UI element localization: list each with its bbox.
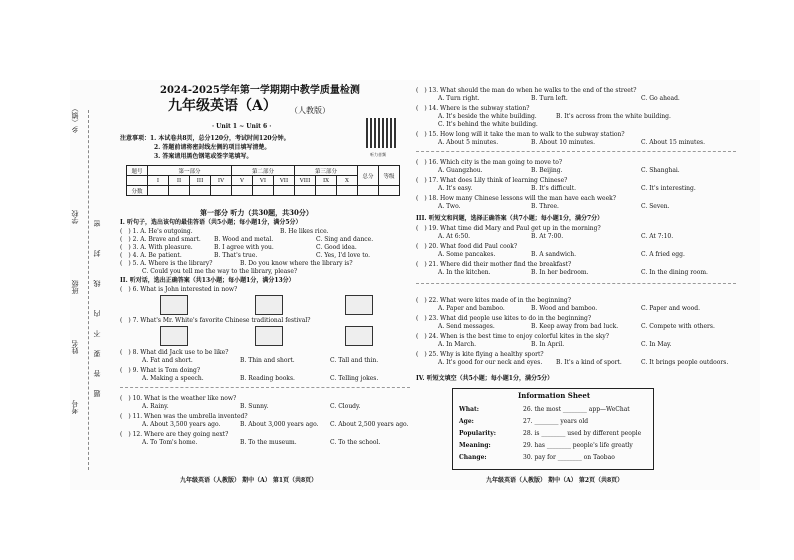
- option-a[interactable]: A. In the kitchen.: [438, 269, 491, 276]
- section-4-heading: IV. 听短文填空（共5小题；每小题1分，满分5分）: [416, 375, 554, 382]
- option-b[interactable]: B. Thin and short.: [240, 357, 295, 364]
- seal-char: 答: [93, 370, 101, 377]
- score-table: [126, 165, 400, 196]
- option-c[interactable]: C. Yes, I'd love to.: [316, 252, 371, 259]
- blank-29[interactable]: 29. has ________ people's life greatly: [523, 442, 633, 449]
- option-c[interactable]: C. Telling jokes.: [330, 375, 379, 382]
- question-17[interactable]: ( ) 17. What does Lily think of learning Chinese?: [416, 177, 568, 184]
- option-b[interactable]: B. In her bedroom.: [531, 269, 589, 276]
- info-key: Meaning:: [459, 442, 491, 449]
- option-c[interactable]: C. Cloudy.: [330, 403, 361, 410]
- score-cell: 第一部分: [148, 166, 232, 176]
- option-b[interactable]: B. About 3,000 years ago.: [240, 421, 319, 428]
- score-cell: 题号: [127, 166, 148, 176]
- question-14-text: 14. Where is the subway station?: [428, 105, 530, 112]
- question-11[interactable]: ( ) 11. When was the umbrella invented?: [120, 413, 248, 420]
- divider: [416, 151, 736, 152]
- score-input[interactable]: [295, 186, 316, 196]
- picture-option-7b[interactable]: [255, 326, 283, 346]
- option-c[interactable]: C. About 2,500 years ago.: [330, 421, 409, 428]
- seal-char: 要: [93, 350, 101, 357]
- score-cell: 总分: [358, 166, 379, 186]
- divider: [120, 387, 410, 388]
- question-10[interactable]: ( ) 10. What is the weather like now?: [120, 395, 237, 402]
- option-b[interactable]: B. Beijing.: [531, 167, 563, 174]
- option-b[interactable]: B. Wood and metal.: [214, 236, 274, 243]
- question-14[interactable]: ( ) 14. Where is the subway station?: [416, 105, 530, 112]
- seal-char: 内: [93, 310, 101, 317]
- score-cell: 第三部分: [295, 166, 358, 176]
- option-b[interactable]: B. It's a kind of sport.: [556, 359, 622, 366]
- option-a[interactable]: A. About 5 minutes.: [438, 139, 499, 146]
- score-cell: VII: [274, 176, 295, 186]
- option-c[interactable]: C. At 7:10.: [641, 233, 674, 240]
- score-input[interactable]: [274, 186, 295, 196]
- score-cell: [127, 176, 148, 186]
- question-19-text: 19. What time did Mary and Paul get up in the morning?: [428, 225, 601, 232]
- option-a[interactable]: A. Making a speech.: [142, 375, 204, 382]
- part-1-heading: 第一部分 听力（共30题，共30分）: [200, 208, 313, 217]
- option-a[interactable]: A. He's outgoing.: [140, 228, 193, 235]
- option-c[interactable]: C. Paper and wood.: [641, 305, 701, 312]
- question-11-text: 11. When was the umbrella invented?: [132, 413, 248, 420]
- option-a[interactable]: A. Brave and smart.: [140, 236, 201, 243]
- option-a[interactable]: A. Two.: [438, 203, 461, 210]
- option-c[interactable]: C. Good idea.: [316, 244, 357, 251]
- option-a[interactable]: A. Paper and bamboo.: [438, 305, 505, 312]
- option-b[interactable]: B. A sandwich.: [531, 251, 577, 258]
- info-sheet-title: Information Sheet: [518, 391, 591, 400]
- score-cell: X: [337, 176, 358, 186]
- blank-30[interactable]: 30. pay for ________ on Taobao: [523, 454, 615, 461]
- seal-char: 线: [93, 280, 101, 287]
- score-input[interactable]: [316, 186, 337, 196]
- side-label-town: 乡（镇）: [71, 105, 79, 133]
- seal-char: 封: [93, 250, 101, 257]
- picture-option-7a[interactable]: [160, 326, 188, 346]
- option-c[interactable]: C. Go ahead.: [641, 95, 680, 102]
- option-c[interactable]: C. In the dining room.: [641, 269, 708, 276]
- option-b[interactable]: B. Sunny.: [240, 403, 269, 410]
- edition-label: （人教版）: [290, 106, 330, 115]
- question-23-text: 23. What did people use kites to do in the beginning?: [428, 315, 592, 322]
- question-7-text: 7. What's Mr. White's favorite Chinese traditional festival?: [132, 317, 311, 324]
- question-20-text: 20. What food did Paul cook?: [428, 243, 518, 250]
- option-c[interactable]: C. About 15 minutes.: [641, 139, 705, 146]
- option-a[interactable]: A. Turn right.: [438, 95, 480, 102]
- question-15[interactable]: ( ) 15. How long will it take the man to walk to the subway station?: [416, 131, 625, 138]
- score-input[interactable]: [337, 186, 358, 196]
- picture-option-6b[interactable]: [255, 295, 283, 315]
- question-6[interactable]: ( ) 6. What is John interested in now?: [120, 286, 238, 293]
- picture-option-6a[interactable]: [160, 295, 188, 315]
- question-24-text: 24. When is the best time to enjoy colorful kites in the sky?: [428, 333, 609, 340]
- notes-line-1: 注意事项：1. 本试卷共8页，总分120分，考试时间120分钟。: [120, 135, 290, 142]
- question-24[interactable]: ( ) 24. When is the best time to enjoy colorful kites in the sky?: [416, 333, 609, 340]
- page-footer: 九年级英语（人教版） 期中（A） 第2页（共8页）: [486, 477, 624, 484]
- option-c[interactable]: C. Tall and thin.: [330, 357, 379, 364]
- option-a[interactable]: A. To Tom's home.: [142, 439, 198, 446]
- score-input[interactable]: [190, 186, 211, 196]
- question-2[interactable]: ( ) 2. A. Brave and smart.: [120, 236, 201, 243]
- question-21[interactable]: ( ) 21. Where did their mother find the breakfast?: [416, 261, 572, 268]
- option-b[interactable]: B. In April.: [531, 341, 565, 348]
- score-cell: 第二部分: [232, 166, 295, 176]
- side-label-name: 姓名: [71, 340, 79, 354]
- option-b[interactable]: B. Three.: [531, 203, 559, 210]
- option-c[interactable]: C. Could you tell me the way to the library, please?: [142, 268, 298, 275]
- side-label-id: 考号: [71, 400, 79, 414]
- score-cell: VIII: [295, 176, 316, 186]
- info-key: Change:: [459, 454, 487, 461]
- exam-title: 九年级英语（A）: [168, 98, 277, 114]
- option-a[interactable]: A. Some pancakes.: [438, 251, 496, 258]
- section-1-heading: I. 听句子，选出该句的最佳答语（共5小题；每小题1分，满分5分）: [120, 219, 302, 226]
- option-a[interactable]: A. It's beside the white building.: [438, 113, 537, 120]
- score-cell: V: [232, 176, 253, 186]
- option-a[interactable]: A. Be patient.: [140, 252, 182, 259]
- question-12[interactable]: ( ) 12. Where are they going next?: [120, 431, 229, 438]
- question-23[interactable]: ( ) 23. What did people use kites to do in the beginning?: [416, 315, 592, 322]
- score-input[interactable]: [253, 186, 274, 196]
- exam-header: 2024-2025学年第一学期期中教学质量检测: [160, 85, 360, 96]
- info-key: Age:: [459, 418, 474, 425]
- question-4[interactable]: ( ) 4. A. Be patient.: [120, 252, 182, 259]
- info-key: Popularity:: [459, 430, 496, 437]
- score-cell: 等级: [379, 166, 400, 186]
- side-label-school: 学校: [71, 210, 79, 224]
- option-b[interactable]: B. At 7:00.: [531, 233, 564, 240]
- question-5[interactable]: ( ) 5. A. Where is the library?: [120, 260, 213, 267]
- option-a[interactable]: A. It's easy.: [438, 185, 473, 192]
- score-input[interactable]: [169, 186, 190, 196]
- score-cell: III: [190, 176, 211, 186]
- seal-char: 题: [93, 390, 101, 397]
- option-b[interactable]: B. Do you know where the library is?: [240, 260, 353, 267]
- blank-27[interactable]: 27. ________ years old: [523, 418, 589, 425]
- picture-option-7c[interactable]: [345, 326, 373, 346]
- option-b[interactable]: B. Keep away from bad luck.: [531, 323, 619, 330]
- question-16-text: 16. Which city is the man going to move to?: [428, 159, 563, 166]
- score-cell: VI: [253, 176, 274, 186]
- question-8[interactable]: ( ) 8. What did Jack use to be like?: [120, 349, 229, 356]
- score-input[interactable]: [148, 186, 169, 196]
- question-19[interactable]: ( ) 19. What time did Mary and Paul get up in the morning?: [416, 225, 601, 232]
- option-b[interactable]: B. To the museum.: [240, 439, 297, 446]
- option-a[interactable]: A. About 3,500 years ago.: [142, 421, 221, 428]
- info-key: What:: [459, 406, 479, 413]
- qr-caption: 听力音频: [370, 152, 386, 157]
- blank-28[interactable]: 28. is ________ used by different people: [523, 430, 642, 437]
- question-9[interactable]: ( ) 9. What is Tom doing?: [120, 367, 201, 374]
- score-cell: I: [148, 176, 169, 186]
- question-25-text: 25. Why is kite flying a healthy sport?: [428, 351, 544, 358]
- option-a[interactable]: A. In March.: [438, 341, 477, 348]
- question-12-text: 12. Where are they going next?: [132, 431, 229, 438]
- unit-range: · Unit 1 ~ Unit 6 ·: [212, 123, 272, 130]
- question-21-text: 21. Where did their mother find the breakfast?: [428, 261, 572, 268]
- score-cell: IX: [316, 176, 337, 186]
- blank-26[interactable]: 26. the most ________ app—WeChat: [523, 406, 630, 413]
- option-a[interactable]: A. It's good for our neck and eyes.: [438, 359, 543, 366]
- information-sheet: [452, 388, 654, 470]
- score-input[interactable]: [358, 186, 379, 196]
- question-25[interactable]: ( ) 25. Why is kite flying a healthy sport?: [416, 351, 544, 358]
- qr-code[interactable]: [366, 118, 396, 148]
- question-6-text: 6. What is John interested in now?: [132, 286, 238, 293]
- seal-char: 不: [93, 330, 101, 337]
- option-a[interactable]: A. Guangzhou.: [438, 167, 483, 174]
- option-a[interactable]: A. At 6:50.: [438, 233, 471, 240]
- question-13[interactable]: ( ) 13. What should the man do when he walks to the end of the street?: [416, 87, 637, 94]
- score-input[interactable]: [232, 186, 253, 196]
- question-10-text: 10. What is the weather like now?: [132, 395, 237, 402]
- option-b[interactable]: B. He likes rice.: [280, 228, 329, 235]
- score-input[interactable]: [211, 186, 232, 196]
- score-cell: II: [169, 176, 190, 186]
- question-16[interactable]: ( ) 16. Which city is the man going to move to?: [416, 159, 563, 166]
- option-b[interactable]: B. Wood and bamboo.: [531, 305, 598, 312]
- question-1[interactable]: ( ) 1. A. He's outgoing.: [120, 228, 193, 235]
- question-15-text: 15. How long will it take the man to walk to the subway station?: [428, 131, 625, 138]
- question-20[interactable]: ( ) 20. What food did Paul cook?: [416, 243, 518, 250]
- option-c[interactable]: C. Compete with others.: [641, 323, 715, 330]
- question-22[interactable]: ( ) 22. What were kites made of in the beginning?: [416, 297, 571, 304]
- option-a[interactable]: A. Fat and short.: [142, 357, 193, 364]
- question-7[interactable]: ( ) 7. What's Mr. White's favorite Chinese traditional festival?: [120, 317, 311, 324]
- question-22-text: 22. What were kites made of in the beginning?: [428, 297, 571, 304]
- seal-char: 密: [93, 220, 101, 227]
- score-input[interactable]: [379, 186, 400, 196]
- section-3-heading: III. 听短文和问题，选择正确答案（共7小题；每小题1分，满分7分）: [416, 215, 604, 222]
- score-cell: 分数: [127, 186, 148, 196]
- option-c[interactable]: C. A fried egg.: [641, 251, 685, 258]
- notes-line-2: 2. 答题前请将密封线左侧的项目填写清楚。: [154, 144, 271, 151]
- option-c[interactable]: C. Seven.: [641, 203, 670, 210]
- option-c[interactable]: C. In May.: [641, 341, 672, 348]
- option-a[interactable]: A. With pleasure.: [140, 244, 193, 251]
- option-c[interactable]: C. Shanghai.: [641, 167, 680, 174]
- option-a[interactable]: A. Send messages.: [438, 323, 495, 330]
- question-18-text: 18. How many Chinese lessons will the man have each week?: [428, 195, 616, 202]
- question-8-text: 8. What did Jack use to be like?: [132, 349, 229, 356]
- question-18[interactable]: ( ) 18. How many Chinese lessons will the man have each week?: [416, 195, 616, 202]
- option-c[interactable]: C. It brings people outdoors.: [641, 359, 729, 366]
- option-c[interactable]: C. Sing and dance.: [316, 236, 374, 243]
- question-17-text: 17. What does Lily think of learning Chinese?: [428, 177, 568, 184]
- option-c[interactable]: C. It's behind the white building.: [438, 121, 538, 128]
- notes-line-3: 3. 答案请用黑色钢笔或签字笔填写。: [154, 153, 253, 160]
- option-b[interactable]: B. It's across from the white building.: [556, 113, 671, 120]
- option-b[interactable]: B. I agree with you.: [214, 244, 274, 251]
- question-3[interactable]: ( ) 3. A. With pleasure.: [120, 244, 193, 251]
- section-2-heading: II. 听对话，选出正确答案（共13小题；每小题1分，满分13分）: [120, 277, 295, 284]
- question-13-text: 13. What should the man do when he walks to the end of the street?: [428, 87, 637, 94]
- option-c[interactable]: C. To the school.: [330, 439, 381, 446]
- side-label-class: 班级: [71, 280, 79, 294]
- option-b[interactable]: B. It's difficult.: [531, 185, 577, 192]
- option-b[interactable]: B. Reading books.: [240, 375, 295, 382]
- option-b[interactable]: B. That's true.: [214, 252, 258, 259]
- question-9-text: 9. What is Tom doing?: [132, 367, 201, 374]
- option-a[interactable]: A. Where is the library?: [140, 260, 213, 267]
- option-b[interactable]: B. Turn left.: [531, 95, 568, 102]
- score-cell: IV: [211, 176, 232, 186]
- divider: [416, 283, 736, 284]
- picture-option-6c[interactable]: [345, 295, 373, 315]
- option-a[interactable]: A. Rainy.: [142, 403, 169, 410]
- page-footer: 九年级英语（人教版） 期中（A） 第1页（共8页）: [180, 477, 318, 484]
- option-c[interactable]: C. It's interesting.: [641, 185, 696, 192]
- option-b[interactable]: B. About 10 minutes.: [531, 139, 596, 146]
- seal-line: [88, 110, 89, 470]
